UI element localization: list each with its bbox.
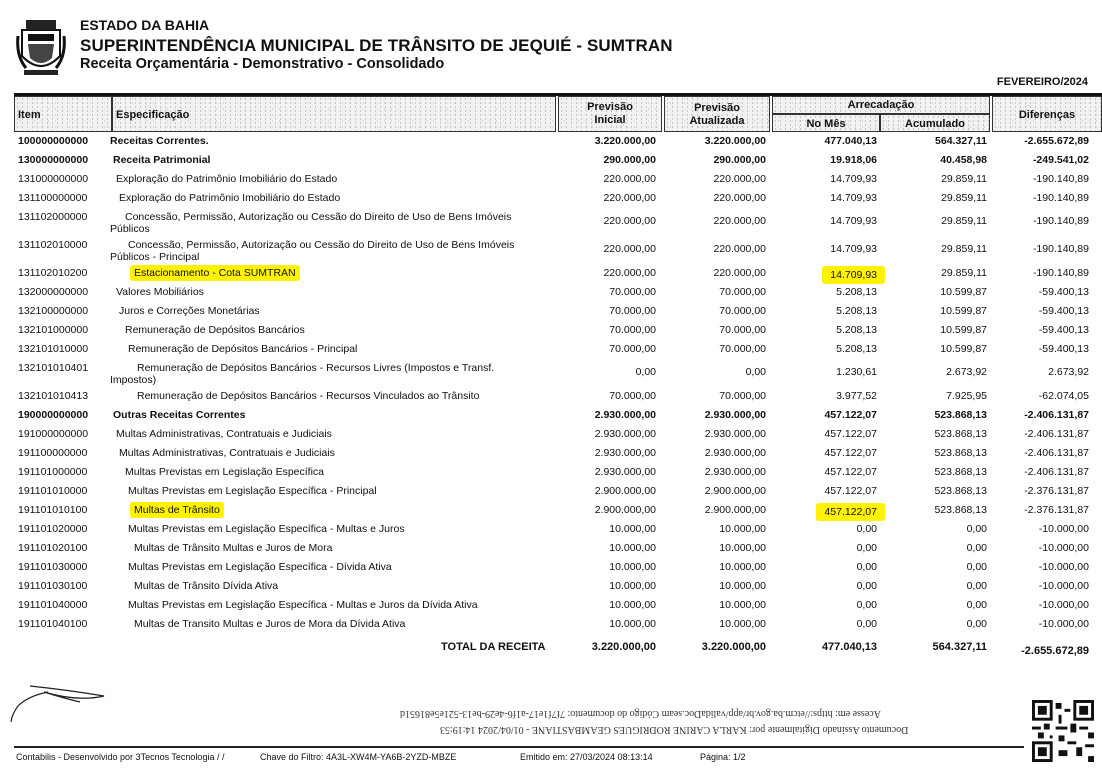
row-specification-text: Estacionamento - Cota SUMTRAN (130, 265, 300, 281)
column-header-previsao-atualizada (664, 96, 770, 132)
row-acumulado: 523.868,13 (934, 485, 987, 497)
row-previsao-atualizada: 220.000,00 (713, 215, 766, 227)
row-previsao-atualizada: 2.930.000,00 (704, 428, 766, 440)
row-previsao-atualizada: 70.000,00 (719, 324, 766, 336)
row-specification-text: Concessão, Permissão, Autorização ou Cessão do Direito de Uso de Bens Imóveis Públicos - Principal (110, 239, 515, 263)
row-specification (110, 409, 530, 421)
row-specification (110, 466, 530, 478)
total-previsao-inicial: 3.220.000,00 (591, 641, 656, 653)
row-diferencas: -59.400,13 (1038, 324, 1089, 336)
row-previsao-atualizada: 220.000,00 (713, 243, 766, 255)
row-no-mes: 1.230,61 (836, 366, 877, 378)
row-specification-text: Concessão, Permissão, Autorização ou Cessão do Direito de Uso de Bens Imóveis Públicos (110, 211, 512, 235)
row-specification-text: Juros e Correções Monetárias (119, 305, 260, 317)
row-previsao-atualizada: 2.930.000,00 (704, 447, 766, 459)
total-label: TOTAL DA RECEITA (441, 641, 546, 653)
report-title: Receita Orçamentária - Demonstrativo - Consolidado (80, 56, 445, 72)
footer-divider (14, 746, 1024, 748)
row-acumulado: 523.868,13 (934, 466, 987, 478)
row-previsao-atualizada: 10.000,00 (719, 599, 766, 611)
row-previsao-inicial: 220.000,00 (603, 192, 656, 204)
row-specification-text: Multas de Trânsito (130, 502, 224, 518)
row-diferencas: -190.140,89 (1032, 267, 1089, 279)
row-item-code: 191101030100 (18, 580, 88, 592)
coat-of-arms-icon (16, 16, 66, 78)
row-diferencas: -2.376.131,87 (1024, 504, 1089, 516)
row-diferencas: -62.074,05 (1038, 390, 1089, 402)
column-header-acumulado-label: Acumulado (905, 118, 965, 130)
row-previsao-atualizada: 10.000,00 (719, 580, 766, 592)
row-no-mes-highlighted: 14.709,93 (822, 266, 885, 284)
row-previsao-atualizada: 2.900.000,00 (704, 504, 766, 516)
row-item-code: 131100000000 (18, 192, 88, 204)
row-diferencas: 2.673,92 (1048, 366, 1089, 378)
row-no-mes: 3.977,52 (836, 390, 877, 402)
row-diferencas: -10.000,00 (1038, 618, 1089, 630)
handwritten-signature (8, 682, 108, 722)
agency-name: SUPERINTENDÊNCIA MUNICIPAL DE TRÂNSITO DE JEQUIÉ - SUMTRAN (80, 36, 673, 55)
row-specification-text: Receita Patrimonial (113, 154, 211, 166)
row-no-mes: 0,00 (856, 542, 877, 554)
table-header (14, 93, 1102, 134)
row-item-code: 130000000000 (18, 154, 89, 166)
row-specification (110, 324, 530, 336)
row-previsao-atualizada: 70.000,00 (719, 305, 766, 317)
row-item-code: 132000000000 (18, 286, 89, 298)
row-item-code: 132101000000 (18, 324, 89, 336)
row-item-code: 132100000000 (18, 305, 89, 317)
row-acumulado: 29.859,11 (941, 267, 987, 279)
row-item-code: 191101010000 (18, 485, 88, 497)
row-specification-text: Multas de Transito Multas e Juros de Mora da Dívida Ativa (134, 618, 406, 630)
column-header-spec (112, 96, 556, 132)
total-diferencas: -2.655.672,89 (1021, 645, 1089, 657)
row-item-code: 132101010401 (18, 362, 89, 374)
row-specification (110, 239, 530, 263)
row-previsao-inicial: 220.000,00 (603, 215, 656, 227)
row-previsao-inicial: 70.000,00 (609, 286, 656, 298)
row-specification-text: Multas Previstas em Legislação Específica - Multas e Juros (128, 523, 405, 535)
row-no-mes: 0,00 (856, 599, 877, 611)
row-diferencas: -10.000,00 (1038, 523, 1089, 535)
row-previsao-atualizada: 2.900.000,00 (704, 485, 766, 497)
column-header-previsao-atualizada-line1: Previsão (694, 102, 740, 114)
row-previsao-inicial: 10.000,00 (609, 618, 656, 630)
row-no-mes: 5.208,13 (836, 324, 877, 336)
row-specification-text: Remuneração de Depósitos Bancários (125, 324, 305, 336)
qr-code-icon (1032, 700, 1094, 762)
row-no-mes: 14.709,93 (830, 215, 877, 227)
column-header-acumulado (880, 114, 990, 132)
row-acumulado: 0,00 (966, 523, 987, 535)
row-acumulado: 0,00 (966, 561, 987, 573)
row-specification (110, 286, 530, 298)
row-no-mes: 457.122,07 (824, 485, 877, 497)
row-previsao-inicial: 10.000,00 (609, 580, 656, 592)
row-specification (110, 561, 530, 573)
row-item-code: 191101020000 (18, 523, 88, 535)
row-previsao-inicial: 2.900.000,00 (594, 504, 656, 516)
row-no-mes: 457.122,07 (824, 447, 877, 459)
row-previsao-atualizada: 220.000,00 (713, 267, 766, 279)
row-acumulado: 523.868,13 (934, 504, 987, 516)
row-previsao-inicial: 220.000,00 (603, 243, 656, 255)
row-no-mes: 0,00 (856, 523, 877, 535)
row-specification (110, 618, 530, 630)
row-acumulado: 0,00 (966, 580, 987, 592)
row-diferencas: -2.376.131,87 (1024, 485, 1089, 497)
row-acumulado: 10.599,87 (940, 305, 987, 317)
row-previsao-inicial: 2.930.000,00 (594, 466, 656, 478)
row-previsao-atualizada: 70.000,00 (719, 286, 766, 298)
row-item-code: 191101040000 (18, 599, 88, 611)
row-specification-text: Outras Receitas Correntes (113, 409, 246, 421)
column-header-previsao-inicial-line1: Previsão (587, 101, 633, 113)
state-name: ESTADO DA BAHIA (80, 17, 210, 33)
row-acumulado: 0,00 (966, 542, 987, 554)
row-specification (110, 580, 530, 592)
row-previsao-inicial: 2.930.000,00 (594, 447, 656, 459)
row-diferencas: -2.406.131,87 (1024, 466, 1089, 478)
row-specification-text: Multas Previstas em Legislação Específica (125, 466, 325, 478)
row-no-mes: 14.709,93 (830, 173, 877, 185)
row-no-mes (775, 506, 885, 518)
row-item-code: 191101030000 (18, 561, 88, 573)
row-no-mes: 5.208,13 (836, 286, 877, 298)
row-specification (110, 192, 530, 204)
row-previsao-inicial: 2.930.000,00 (594, 428, 656, 440)
row-specification-text: Multas Administrativas, Contratuais e Judiciais (119, 447, 335, 459)
row-item-code: 191100000000 (18, 447, 88, 459)
row-previsao-inicial: 290.000,00 (603, 154, 656, 166)
row-diferencas: -10.000,00 (1038, 580, 1089, 592)
column-header-diferencas-label: Diferenças (1018, 109, 1076, 121)
row-specification (110, 135, 530, 147)
row-acumulado: 523.868,13 (934, 409, 987, 421)
footer-emitted-date: Emitido em: 27/03/2024 08:13:14 (520, 752, 653, 762)
row-previsao-atualizada: 290.000,00 (713, 154, 766, 166)
row-no-mes: 14.709,93 (830, 243, 877, 255)
row-no-mes: 457.122,07 (824, 409, 877, 421)
row-previsao-inicial: 70.000,00 (609, 324, 656, 336)
column-header-no-mes (772, 114, 880, 132)
row-acumulado: 2.673,92 (946, 366, 987, 378)
digital-signature-stamp-signer: Documento Assinado Digitalmente por: KARLA CARINE RODRIGUES GEAMBASTIANE - 01/04/2024 14:19:53 (440, 724, 909, 735)
row-specification (110, 447, 530, 459)
row-previsao-atualizada: 70.000,00 (719, 390, 766, 402)
row-acumulado: 523.868,13 (934, 447, 987, 459)
row-no-mes: 0,00 (856, 618, 877, 630)
row-previsao-atualizada: 10.000,00 (719, 618, 766, 630)
row-acumulado: 10.599,87 (940, 343, 987, 355)
row-diferencas: -190.140,89 (1032, 215, 1089, 227)
row-specification (110, 485, 530, 497)
row-specification (110, 523, 530, 535)
row-previsao-inicial: 2.930.000,00 (594, 409, 656, 421)
row-diferencas: -10.000,00 (1038, 561, 1089, 573)
row-item-code: 191000000000 (18, 428, 89, 440)
row-diferencas: -10.000,00 (1038, 542, 1089, 554)
row-item-code: 190000000000 (18, 409, 89, 421)
row-previsao-inicial: 2.900.000,00 (594, 485, 656, 497)
footer-developer: Contabilis - Desenvolvido por 3Tecnos Tecnologia / / (16, 752, 225, 762)
row-diferencas: -59.400,13 (1038, 305, 1089, 317)
row-previsao-atualizada: 10.000,00 (719, 561, 766, 573)
row-item-code: 100000000000 (18, 135, 89, 147)
row-no-mes: 14.709,93 (830, 192, 877, 204)
footer-filter-key: Chave do Filtro: 4A3L-XW4M-YA6B-2YZD-MBZE (260, 752, 457, 762)
row-diferencas: -2.406.131,87 (1024, 428, 1089, 440)
row-previsao-inicial: 10.000,00 (609, 523, 656, 535)
row-previsao-atualizada: 220.000,00 (713, 173, 766, 185)
row-no-mes: 0,00 (856, 561, 877, 573)
row-acumulado: 7.925,95 (946, 390, 987, 402)
row-previsao-atualizada: 10.000,00 (719, 523, 766, 535)
row-specification-text: Multas de Trânsito Multas e Juros de Mora (134, 542, 333, 554)
row-item-code: 191101020100 (18, 542, 88, 554)
row-previsao-inicial: 10.000,00 (609, 542, 656, 554)
row-diferencas: -59.400,13 (1038, 343, 1089, 355)
row-acumulado: 10.599,87 (940, 324, 987, 336)
row-specification (110, 267, 530, 279)
row-specification (110, 362, 530, 386)
row-specification-text: Multas de Trânsito Dívida Ativa (134, 580, 279, 592)
row-acumulado: 29.859,11 (941, 192, 987, 204)
row-diferencas: -59.400,13 (1038, 286, 1089, 298)
row-previsao-atualizada: 0,00 (745, 366, 766, 378)
row-item-code: 131102000000 (18, 211, 88, 223)
row-specification-text: Valores Mobiliários (116, 286, 204, 298)
row-no-mes: 457.122,07 (824, 466, 877, 478)
row-previsao-inicial: 220.000,00 (603, 173, 656, 185)
row-specification (110, 343, 530, 355)
row-diferencas: -2.406.131,87 (1024, 447, 1089, 459)
column-header-item-label: Item (18, 109, 41, 121)
row-acumulado: 0,00 (966, 599, 987, 611)
row-specification (110, 305, 530, 317)
row-previsao-inicial: 3.220.000,00 (594, 135, 656, 147)
column-header-arrecadacao-label: Arrecadação (847, 99, 915, 111)
row-specification (110, 542, 530, 554)
column-header-spec-label: Especificação (116, 109, 190, 121)
page-number: Página: 1/2 (700, 752, 746, 762)
row-item-code: 132101010000 (18, 343, 89, 355)
row-no-mes: 5.208,13 (836, 343, 877, 355)
row-no-mes: 0,00 (856, 580, 877, 592)
column-header-arrecadacao (772, 96, 990, 114)
row-specification (110, 390, 530, 402)
row-previsao-inicial: 10.000,00 (609, 599, 656, 611)
report-period: FEVEREIRO/2024 (996, 76, 1088, 88)
row-previsao-atualizada: 3.220.000,00 (704, 135, 766, 147)
row-diferencas: -2.655.672,89 (1024, 135, 1089, 147)
row-item-code: 191101000000 (18, 466, 88, 478)
row-specification (110, 504, 530, 516)
column-header-previsao-inicial (558, 96, 662, 132)
row-specification-text: Multas Previstas em Legislação Específica - Dívida Ativa (128, 561, 392, 573)
row-previsao-inicial: 70.000,00 (609, 390, 656, 402)
column-header-no-mes-label: No Mês (806, 118, 846, 130)
row-no-mes: 457.122,07 (824, 428, 877, 440)
row-specification-text: Multas Previstas em Legislação Específica - Principal (128, 485, 377, 497)
row-diferencas: -2.406.131,87 (1024, 409, 1089, 421)
row-acumulado: 523.868,13 (934, 428, 987, 440)
column-header-diferencas (992, 96, 1102, 132)
row-previsao-atualizada: 70.000,00 (719, 343, 766, 355)
column-header-previsao-inicial-line2: Inicial (594, 114, 626, 126)
row-acumulado: 29.859,11 (941, 215, 987, 227)
row-previsao-inicial: 220.000,00 (603, 267, 656, 279)
row-previsao-atualizada: 220.000,00 (713, 192, 766, 204)
row-specification-text: Remuneração de Depósitos Bancários - Recursos Livres (Impostos e Transf. Impostos) (110, 362, 495, 386)
row-acumulado: 564.327,11 (935, 135, 987, 147)
row-previsao-atualizada: 2.930.000,00 (704, 409, 766, 421)
row-diferencas: -190.140,89 (1032, 173, 1089, 185)
digital-signature-stamp-url: Acesse em: https://etcm.ba.gov.br/app/validaDoc.seam Código do documento: 7f7f1e17-a1f6-4e29-be13-521e5e81651d (400, 708, 881, 719)
row-diferencas: -190.140,89 (1032, 192, 1089, 204)
row-specification (110, 428, 530, 440)
row-previsao-inicial: 70.000,00 (609, 305, 656, 317)
row-acumulado: 40.458,98 (940, 154, 987, 166)
row-specification-text: Receitas Correntes. (110, 135, 209, 147)
row-specification (110, 599, 530, 611)
row-specification (110, 173, 530, 185)
row-no-mes: 5.208,13 (836, 305, 877, 317)
row-no-mes: 19.918,06 (830, 154, 877, 166)
row-no-mes (775, 269, 885, 281)
row-specification (110, 154, 530, 166)
row-item-code: 191101040100 (18, 618, 88, 630)
row-diferencas: -249.541,02 (1032, 154, 1089, 166)
row-previsao-inicial: 10.000,00 (609, 561, 656, 573)
row-previsao-inicial: 0,00 (635, 366, 656, 378)
column-header-item (14, 96, 112, 132)
row-acumulado: 0,00 (966, 618, 987, 630)
row-item-code: 132101010413 (18, 390, 89, 402)
total-no-mes: 477.040,13 (821, 641, 877, 653)
row-specification-text: Multas Previstas em Legislação Específica - Multas e Juros da Dívida Ativa (128, 599, 478, 611)
row-previsao-inicial: 70.000,00 (609, 343, 656, 355)
row-diferencas: -10.000,00 (1038, 599, 1089, 611)
row-specification-text: Exploração do Patrimônio Imobiliário do Estado (116, 173, 338, 185)
row-no-mes-highlighted: 457.122,07 (816, 503, 885, 521)
row-acumulado: 10.599,87 (940, 286, 987, 298)
row-specification-text: Exploração do Patrimônio Imobiliário do Estado (119, 192, 341, 204)
row-item-code: 131000000000 (18, 173, 89, 185)
total-previsao-atualizada: 3.220.000,00 (701, 641, 766, 653)
row-item-code: 191101010100 (18, 504, 88, 516)
row-specification-text: Remuneração de Depósitos Bancários - Recursos Vinculados ao Trânsito (137, 390, 480, 402)
row-previsao-atualizada: 10.000,00 (719, 542, 766, 554)
row-acumulado: 29.859,11 (941, 173, 987, 185)
column-header-previsao-atualizada-line2: Atualizada (689, 115, 745, 127)
row-item-code: 131102010200 (18, 267, 88, 279)
total-acumulado: 564.327,11 (932, 641, 987, 653)
row-acumulado: 29.859,11 (941, 243, 987, 255)
row-diferencas: -190.140,89 (1032, 243, 1089, 255)
row-item-code: 131102010000 (18, 239, 88, 251)
row-no-mes: 477.040,13 (824, 135, 877, 147)
row-specification-text: Multas Administrativas, Contratuais e Judiciais (116, 428, 332, 440)
row-specification-text: Remuneração de Depósitos Bancários - Principal (128, 343, 358, 355)
row-previsao-atualizada: 2.930.000,00 (704, 466, 766, 478)
row-specification (110, 211, 530, 235)
